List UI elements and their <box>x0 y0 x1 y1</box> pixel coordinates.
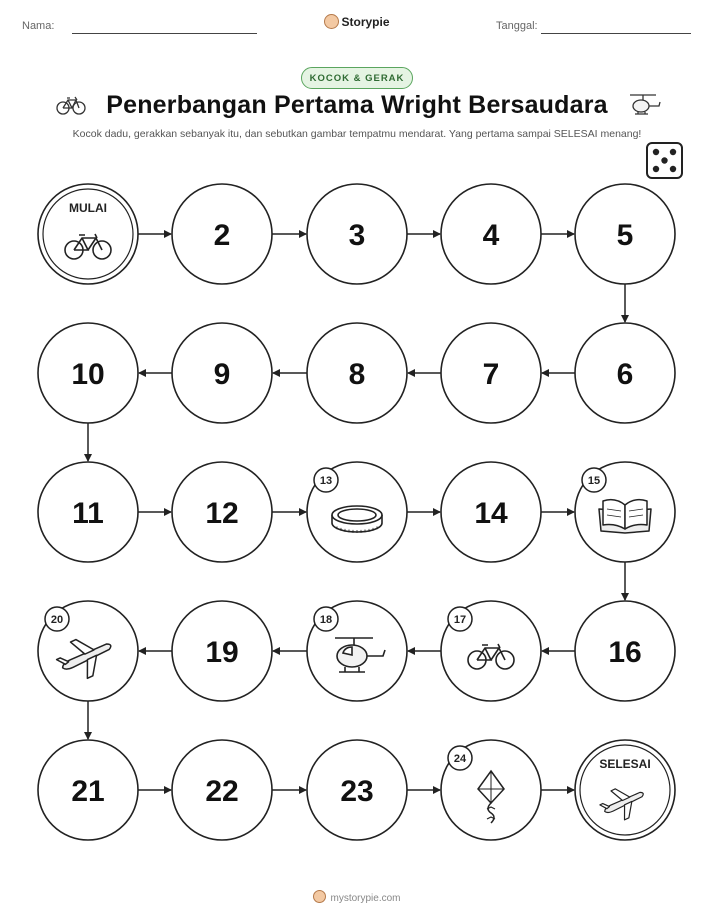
footer-url: mystorypie.com <box>330 893 401 904</box>
board-space-3 <box>307 184 407 284</box>
space-number: 22 <box>205 775 239 808</box>
date-label: Tanggal: <box>496 20 538 32</box>
board-space-15 <box>575 462 675 562</box>
board-space-13 <box>307 462 407 562</box>
instructions: Kocok dadu, gerakkan sebanyak itu, dan sebutkan gambar tempatmu mendarat. Yang pertama sampai SELESAI menang! <box>72 128 642 140</box>
board-space-5 <box>575 184 675 284</box>
space-number-badge: 17 <box>453 614 467 626</box>
space-number-badge: 15 <box>587 475 601 487</box>
book-icon <box>599 500 651 533</box>
space-number-badge: 24 <box>453 753 467 765</box>
space-number: 19 <box>205 636 239 669</box>
space-number: 21 <box>71 775 105 808</box>
board-space-20 <box>38 601 138 701</box>
board-space-19 <box>172 601 272 701</box>
board-space-23 <box>307 740 407 840</box>
start-space <box>38 184 138 284</box>
finish-label: SELESAI <box>599 757 651 771</box>
space-number: 3 <box>348 219 366 252</box>
space-number-badge: 20 <box>50 614 64 626</box>
board-space-14 <box>441 462 541 562</box>
name-label: Nama: <box>22 20 55 32</box>
space-number: 8 <box>348 358 366 391</box>
board-space-4 <box>441 184 541 284</box>
space-number-badge: 18 <box>319 614 333 626</box>
board-space-17 <box>441 601 541 701</box>
board-space-24 <box>441 740 541 840</box>
finish-space <box>575 740 675 840</box>
space-number-badge: 13 <box>319 475 333 487</box>
space-number: 10 <box>71 358 105 391</box>
space-number: 7 <box>482 358 500 391</box>
activity-badge: KOCOK & GERAK <box>301 67 413 89</box>
coin-icon <box>332 506 382 533</box>
board-space-6 <box>575 323 675 423</box>
board-space-16 <box>575 601 675 701</box>
board-space-10 <box>38 323 138 423</box>
space-number: 12 <box>205 497 239 530</box>
board-space-18 <box>307 601 407 701</box>
board-space-2 <box>172 184 272 284</box>
start-label: MULAI <box>69 201 107 215</box>
space-number: 4 <box>482 219 500 252</box>
space-number: 11 <box>72 497 104 530</box>
space-number: 6 <box>616 358 634 391</box>
storypie-footer-icon <box>313 890 326 903</box>
board-space-12 <box>172 462 272 562</box>
brand-name: Storypie <box>341 15 390 29</box>
space-number: 23 <box>340 775 374 808</box>
board-space-7 <box>441 323 541 423</box>
space-number: 9 <box>213 358 231 391</box>
board-space-11 <box>38 462 138 562</box>
page-title: Penerbangan Pertama Wright Bersaudara <box>106 91 608 119</box>
space-number: 2 <box>213 219 231 252</box>
space-number: 14 <box>474 497 508 530</box>
board-space-22 <box>172 740 272 840</box>
board-space-9 <box>172 323 272 423</box>
space-number: 5 <box>616 219 634 252</box>
space-number: 16 <box>608 636 642 669</box>
board-space-21 <box>38 740 138 840</box>
footer <box>0 890 714 904</box>
board-space-8 <box>307 323 407 423</box>
